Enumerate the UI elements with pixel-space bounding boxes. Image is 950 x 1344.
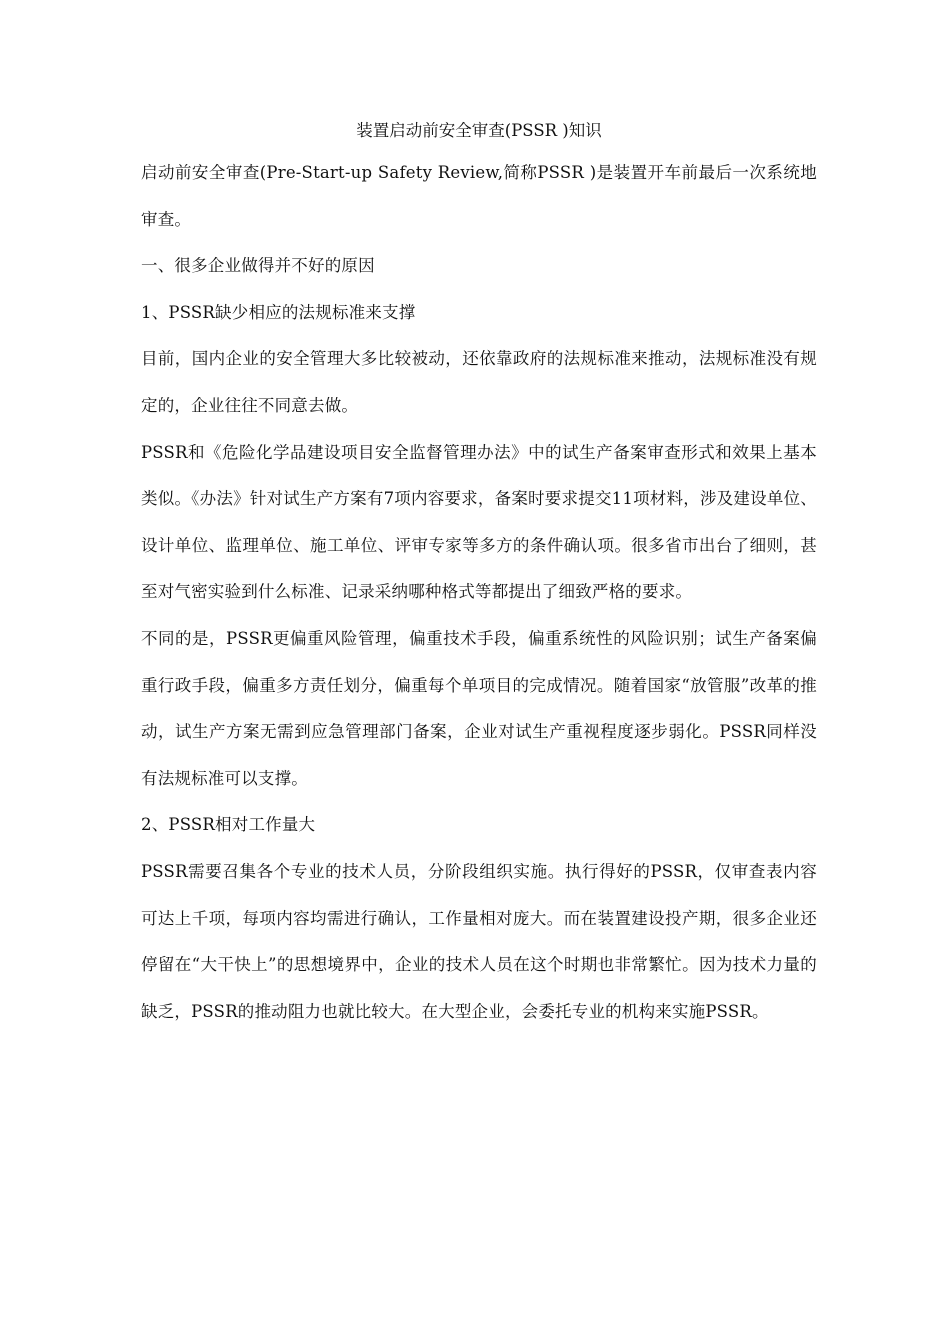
subheading-1: 1、PSSR缺少相应的法规标准来支撑 xyxy=(141,302,416,322)
subheading-2: 2、PSSR相对工作量大 xyxy=(141,815,316,835)
document-body xyxy=(141,112,817,1035)
document-title: 装置启动前安全审查(PSSR )知识 xyxy=(356,121,602,140)
section-heading-1: 一、很多企业做得并不好的原因 xyxy=(141,256,375,276)
paragraph-intro: 启动前安全审查(Pre-Start-up Safety Review,简称PSSR )是装置开车前最后一次系统地审查。 xyxy=(141,163,817,229)
paragraph-4: PSSR需要召集各个专业的技术人员，分阶段组织实施。执行得好的PSSR，仅审查表内容可达上千项，每项内容均需进行确认，工作量相对庞大。而在装置建设投产期，很多企业还停留在“大干快上”的思想境界中，企业的技术人员在这个时期也非常繁忙。因为技术力量的缺乏，PSSR的推动阻力也就比较大。在大型企业，会委托专业的机构来实施PSSR。 xyxy=(141,861,817,1021)
paragraph-1: 目前，国内企业的安全管理大多比较被动，还依靠政府的法规标准来推动，法规标准没有规定的，企业往往不同意去做。 xyxy=(141,349,817,415)
paragraph-3: 不同的是，PSSR更偏重风险管理，偏重技术手段，偏重系统性的风险识别；试生产备案偏重行政手段，偏重多方责任划分，偏重每个单项目的完成情况。随着国家“放管服”改革的推动，试生产方案无需到应急管理部门备案，企业对试生产重视程度逐步弱化。PSSR同样没有法规标准可以支撑。 xyxy=(141,628,817,788)
paragraph-2: PSSR和《危险化学品建设项目安全监督管理办法》中的试生产备案审查形式和效果上基本类似。《办法》针对试生产方案有7项内容要求，备案时要求提交11项材料，涉及建设单位、设计单位、监理单位、施工单位、评审专家等多方的条件确认项。很多省市出台了细则，甚至对气密实验到什么标准、记录采纳哪种格式等都提出了细致严格的要求。 xyxy=(141,442,817,602)
